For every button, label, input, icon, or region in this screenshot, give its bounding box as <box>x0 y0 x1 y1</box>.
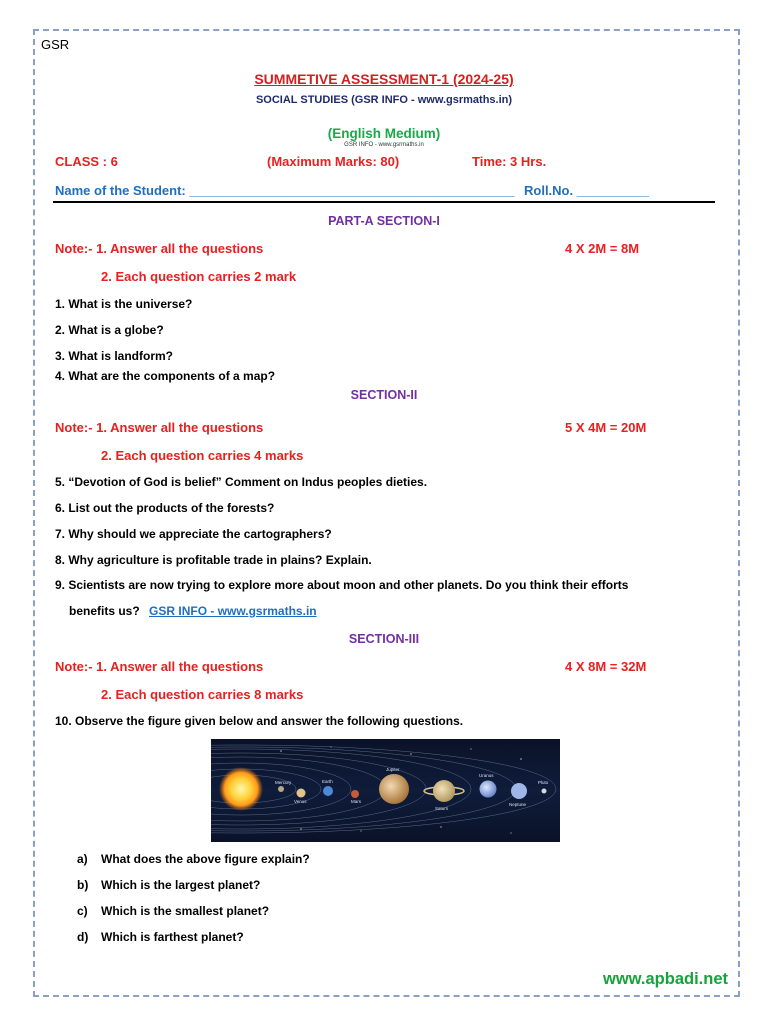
question-3: 3. What is landform? <box>55 349 174 363</box>
section-3-note1: Note:- 1. Answer all the questions <box>55 659 264 674</box>
sub-question-c: Which is the smallest planet? <box>101 904 270 918</box>
planet-label: Neptune <box>509 802 527 807</box>
question-8: 8. Why agriculture is profitable trade in plains? Explain. <box>55 553 372 567</box>
planet-label: Uranus <box>479 773 494 778</box>
part-a-note1: Note:- 1. Answer all the questions <box>55 241 264 256</box>
planet-label: Pluto <box>538 780 549 785</box>
question-1: 1. What is the universe? <box>55 297 193 311</box>
planet-label: Jupiter <box>386 767 400 772</box>
max-marks: (Maximum Marks: 80) <box>267 154 400 169</box>
earth-icon <box>323 786 333 796</box>
jupiter-icon <box>379 774 409 804</box>
student-name-field: Name of the Student: _____________________________________________ <box>55 183 515 198</box>
subject-suffix: ) <box>508 94 513 106</box>
section-2-note1: Note:- 1. Answer all the questions <box>55 420 264 435</box>
planet-label: Earth <box>322 779 333 784</box>
footer-site-link[interactable]: www.apbadi.net <box>603 970 728 988</box>
part-a-marks: 4 X 2M = 8M <box>565 241 640 256</box>
section-3-marks: 4 X 8M = 32M <box>565 659 647 674</box>
planet-label: Saturn <box>435 806 449 811</box>
venus-icon <box>297 789 306 798</box>
subject-brand: GSR INFO - www.gsrmaths.in <box>354 94 509 106</box>
question-9-cont <box>69 604 317 618</box>
question-2: 2. What is a globe? <box>55 323 164 337</box>
uranus-icon <box>480 781 497 798</box>
sub-question-b-label: b) <box>77 878 89 892</box>
question-4: 4. What are the components of a map? <box>55 369 276 383</box>
planet-label: Mars <box>351 799 361 804</box>
sun-icon <box>219 767 263 811</box>
exam-title: SUMMETIVE ASSESSMENT-1 (2024-25) <box>254 71 514 87</box>
sub-question-b: Which is the largest planet? <box>101 878 261 892</box>
corner-label: GSR <box>41 37 70 52</box>
mercury-icon <box>278 786 284 792</box>
planet-label: Mercury <box>275 780 292 785</box>
subject-prefix: SOCIAL STUDIES ( <box>255 94 355 106</box>
question-6: 6. List out the products of the forests? <box>55 501 275 515</box>
watermark-text: GSR INFO - www.gsrmaths.in <box>344 142 424 148</box>
mars-icon <box>351 790 359 798</box>
pluto-icon <box>542 789 547 794</box>
section-2-marks: 5 X 4M = 20M <box>565 420 647 435</box>
solar-system-svg <box>211 739 560 842</box>
part-a-note2: 2. Each question carries 2 mark <box>101 269 297 284</box>
time-label: Time: 3 Hrs. <box>472 154 547 169</box>
sub-question-a-label: a) <box>77 852 88 866</box>
question-10: 10. Observe the figure given below and answer the following questions. <box>55 714 464 728</box>
section-3-heading: SECTION-III <box>348 632 420 646</box>
header-rule <box>53 201 715 203</box>
gsr-info-link[interactable]: GSR INFO - www.gsrmaths.in <box>149 604 317 618</box>
subject-line <box>0 94 768 106</box>
part-a-heading: PART-A SECTION-I <box>328 214 440 228</box>
roll-number-field: Roll.No. __________ <box>524 183 650 198</box>
sub-question-a: What does the above figure explain? <box>101 852 310 866</box>
question-5: 5. “Devotion of God is belief” Comment on Indus peoples dieties. <box>55 475 428 489</box>
planet-label: Venus <box>294 799 307 804</box>
question-9-cont-text: benefits us? <box>69 604 140 618</box>
question-7: 7. Why should we appreciate the cartographers? <box>55 527 332 541</box>
saturn-icon <box>433 780 455 802</box>
medium-label: (English Medium) <box>327 126 441 141</box>
section-2-note2: 2. Each question carries 4 marks <box>101 448 304 463</box>
class-label: CLASS : 6 <box>55 154 118 169</box>
section-3-note2: 2. Each question carries 8 marks <box>101 687 304 702</box>
planet-labels <box>275 767 549 811</box>
section-2-heading: SECTION-II <box>350 388 418 402</box>
sub-question-c-label: c) <box>77 904 88 918</box>
question-9: 9. Scientists are now trying to explore more about moon and other planets. Do you think their efforts <box>55 578 629 592</box>
solar-system-figure <box>211 739 560 842</box>
neptune-icon <box>511 783 527 799</box>
sub-question-d-label: d) <box>77 930 89 944</box>
sub-question-d: Which is farthest planet? <box>101 930 244 944</box>
